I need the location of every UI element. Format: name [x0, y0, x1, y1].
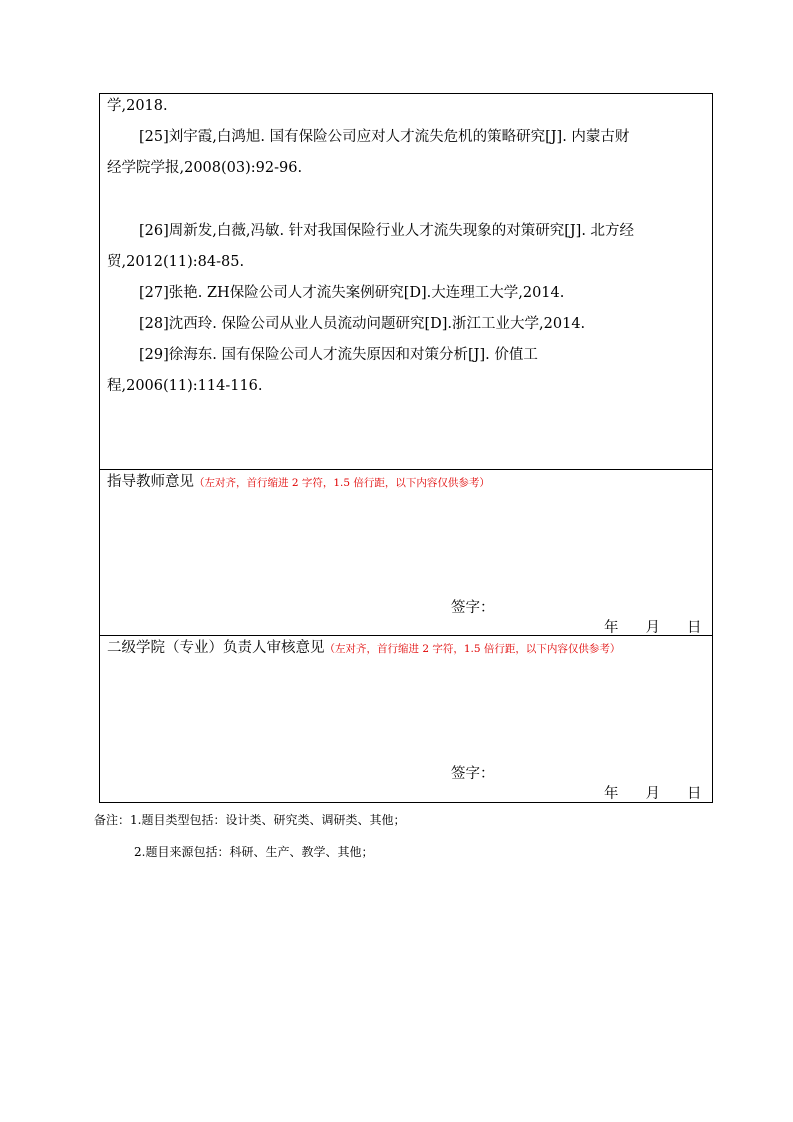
- date-month: 月: [645, 620, 660, 636]
- teacher-signature-label: 签字：: [451, 600, 495, 616]
- reference-line: [28]沈西玲. 保险公司从业人员流动问题研究[D].浙江工业大学,2014.: [139, 316, 586, 332]
- college-opinion-cell: [99, 635, 713, 803]
- remark-line-1: 备注：1.题目类型包括：设计类、研究类、调研类、其他；: [94, 813, 406, 827]
- date-month: 月: [645, 786, 660, 802]
- reference-line: 学,2018.: [107, 98, 168, 114]
- teacher-opinion-note: （左对齐，首行缩进 2 字符，1.5 倍行距，以下内容仅供参考）: [194, 477, 490, 489]
- teacher-opinion-title: [107, 472, 490, 493]
- reference-line: [29]徐海东. 国有保险公司人才流失原因和对策分析[J]. 价值工: [139, 347, 538, 363]
- remark-line-2: 2.题目来源包括：科研、生产、教学、其他；: [134, 845, 374, 859]
- references-cell: [99, 93, 713, 470]
- date-year: 年: [604, 620, 619, 636]
- date-year: 年: [604, 786, 619, 802]
- reference-line: [25]刘宇霞,白鸿旭. 国有保险公司应对人才流失危机的策略研究[J]. 内蒙古财: [139, 129, 630, 145]
- teacher-date: [604, 616, 702, 637]
- college-opinion-note: （左对齐，首行缩进 2 字符，1.5 倍行距，以下内容仅供参考）: [324, 643, 621, 655]
- reference-line: 程,2006(11):114-116.: [107, 378, 263, 394]
- date-day: 日: [687, 620, 702, 636]
- reference-line: 贸,2012(11):84-85.: [107, 254, 245, 270]
- college-opinion-label: 二级学院（专业）负责人审核意见: [107, 640, 325, 656]
- teacher-opinion-cell: [99, 469, 713, 636]
- date-day: 日: [687, 786, 702, 802]
- reference-line: [27]张艳. ZH保险公司人才流失案例研究[D].大连理工大学,2014.: [139, 285, 565, 301]
- college-date: [604, 782, 702, 803]
- reference-line: [26]周新发,白薇,冯敏. 针对我国保险行业人才流失现象的对策研究[J]. 北方经: [139, 223, 635, 239]
- reference-line: 经学院学报,2008(03):92-96.: [107, 160, 303, 176]
- college-opinion-title: [107, 638, 620, 659]
- college-signature-label: 签字：: [451, 766, 495, 782]
- teacher-opinion-label: 指导教师意见: [107, 474, 194, 490]
